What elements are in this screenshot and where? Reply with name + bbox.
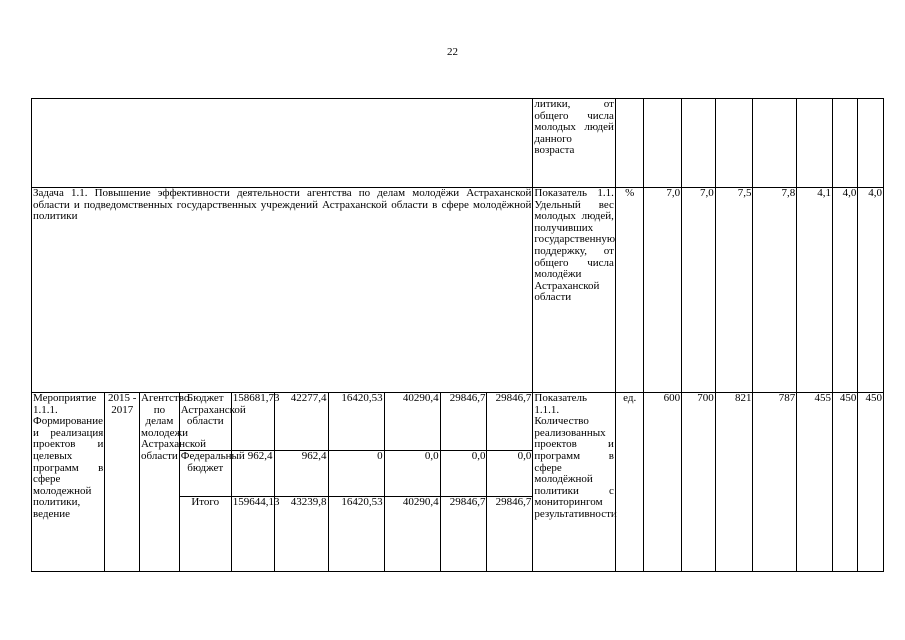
value-cell: 4,0 bbox=[832, 188, 857, 393]
amount-cell: 0,0 bbox=[440, 451, 487, 497]
indicator-cell: Показатель 1.1.1. Количество реализованных проектов и программ в сфере молодёжной политики с мониторингом результативности bbox=[533, 393, 616, 572]
indicator-cell: литики, от общего числа молодых людей данного возраста bbox=[533, 99, 616, 188]
amount-cell: 40290,4 bbox=[384, 497, 440, 572]
task-cell: Задача 1.1. Повышение эффективности деятельности агентства по делам молодёжи Астраханской области и подведомственных государственных учреждений Астраханской области в сфере молодёжной политики bbox=[32, 188, 533, 393]
amount-cell: 40290,4 bbox=[384, 393, 440, 451]
amount-cell: 962,4 bbox=[274, 451, 328, 497]
value-cell: 7,5 bbox=[715, 188, 753, 393]
amount-cell: 16420,53 bbox=[328, 497, 384, 572]
amount-cell: 0,0 bbox=[487, 451, 533, 497]
value-cell: 4,1 bbox=[797, 188, 833, 393]
indicator-cell: Показатель 1.1. Удельный вес молодых людей, получивших государственную поддержку, от общего числа молодёжи Астраханской области bbox=[533, 188, 616, 393]
value-cell: 450 bbox=[858, 393, 884, 572]
value-cell: 700 bbox=[682, 393, 716, 572]
value-cell: 455 bbox=[797, 393, 833, 572]
table-row bbox=[32, 393, 884, 451]
value-cell: 787 bbox=[753, 393, 797, 572]
amount-cell: 29846,7 bbox=[440, 497, 487, 572]
page-number: 22 bbox=[447, 46, 458, 58]
source-name: Итого bbox=[179, 497, 231, 572]
amount-cell: 29846,7 bbox=[487, 393, 533, 451]
value-cell: 450 bbox=[832, 393, 857, 572]
amount-cell: 962,4 bbox=[231, 451, 274, 497]
amount-cell: 16420,53 bbox=[328, 393, 384, 451]
amount-cell: 42277,4 bbox=[274, 393, 328, 451]
source-name: Бюджет Астраханской области bbox=[179, 393, 231, 451]
value-cell: 7,0 bbox=[644, 188, 682, 393]
value-cell: 600 bbox=[644, 393, 682, 572]
value-cell: 4,0 bbox=[858, 188, 884, 393]
program-table bbox=[31, 98, 884, 572]
value-cell: 821 bbox=[715, 393, 753, 572]
unit-cell bbox=[615, 99, 644, 188]
value-cell: 7,0 bbox=[682, 188, 716, 393]
amount-cell: 158681,73 bbox=[231, 393, 274, 451]
unit-cell: ед. bbox=[615, 393, 644, 572]
table-row bbox=[32, 188, 884, 393]
source-name: Федеральный бюджет bbox=[179, 451, 231, 497]
years-cell: 2015 - 2017 bbox=[105, 393, 140, 572]
amount-cell: 0 bbox=[328, 451, 384, 497]
amount-cell: 29846,7 bbox=[440, 393, 487, 451]
value-cell: 7,8 bbox=[753, 188, 797, 393]
unit-cell: % bbox=[615, 188, 644, 393]
amount-cell: 159644,13 bbox=[231, 497, 274, 572]
table-row bbox=[32, 99, 884, 188]
amount-cell: 29846,7 bbox=[487, 497, 533, 572]
executor-cell: Агентство по делам молодежи Астраханской области bbox=[140, 393, 180, 572]
empty-cell bbox=[32, 99, 533, 188]
measure-cell: Мероприятие 1.1.1. Формирование и реализация проектов и целевых программ в сфере молодежной политики, ведение bbox=[32, 393, 105, 572]
amount-cell: 43239,8 bbox=[274, 497, 328, 572]
amount-cell: 0,0 bbox=[384, 451, 440, 497]
